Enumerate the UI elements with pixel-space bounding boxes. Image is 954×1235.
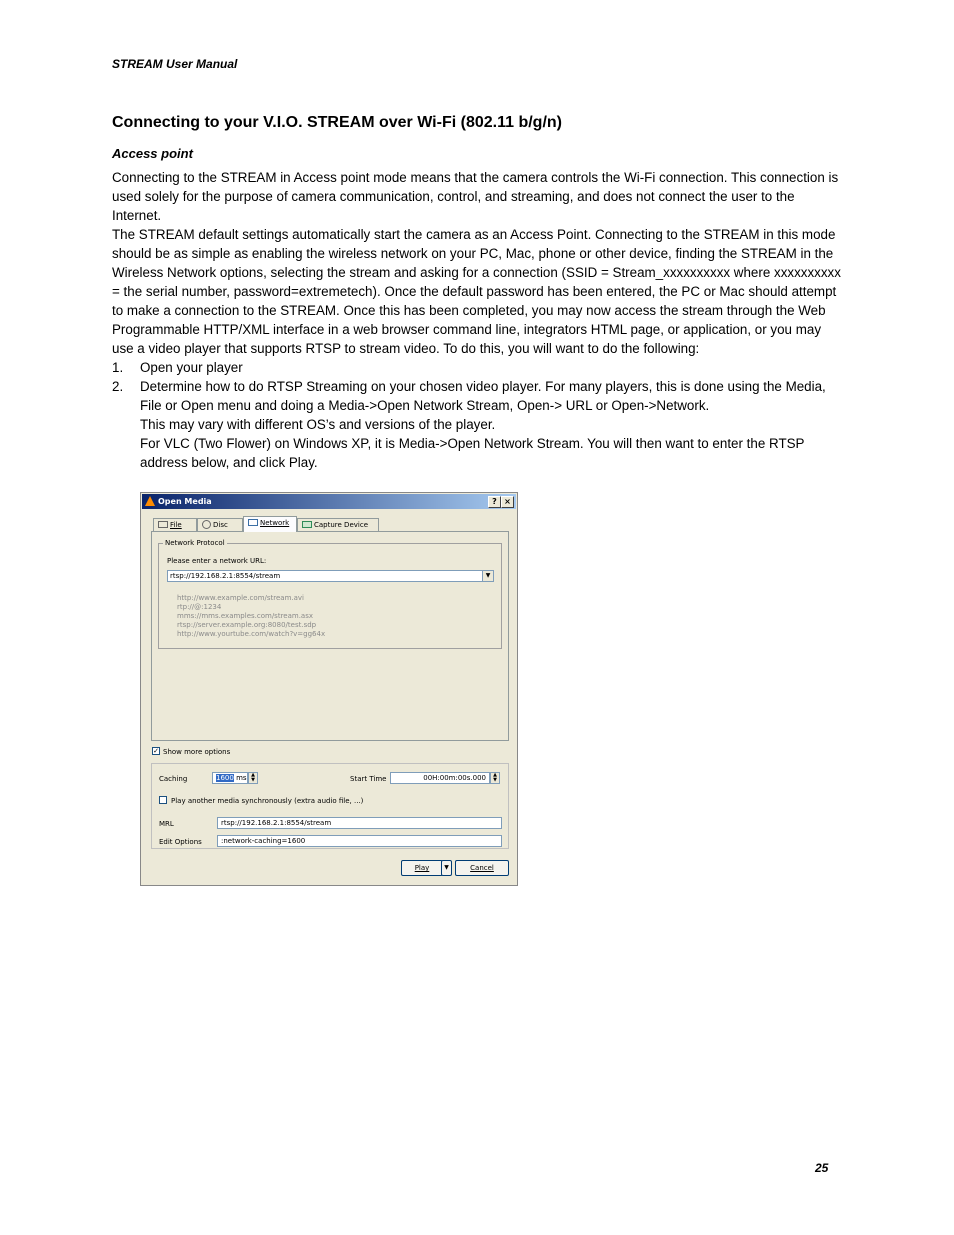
caching-label: Caching [159, 775, 188, 783]
edit-options-label: Edit Options [159, 838, 202, 846]
start-time-input[interactable] [390, 772, 490, 784]
open-media-dialog [140, 492, 518, 886]
capture-device-icon [302, 521, 312, 528]
running-header: STREAM User Manual [112, 57, 238, 71]
play-button-label: Play [414, 864, 430, 872]
example-url: http://www.example.com/stream.avi [177, 594, 304, 602]
steps-list [112, 358, 842, 472]
mrl-label: MRL [159, 820, 174, 828]
help-button[interactable]: ? [488, 496, 501, 508]
network-tab-panel [151, 531, 509, 741]
edit-options-input[interactable] [217, 835, 502, 847]
cancel-button-label: Cancel [470, 864, 494, 872]
step-text: This may vary with different OS’s and versions of the player. [140, 417, 496, 432]
caching-input[interactable] [212, 772, 248, 784]
show-more-options-checkbox[interactable]: ✓ [153, 747, 159, 755]
caching-unit: ms [236, 774, 247, 782]
chevron-down-icon: ▼ [444, 864, 449, 871]
mrl-value: rtsp://192.168.2.1:8554/stream [221, 819, 332, 827]
start-time-label: Start Time [350, 775, 387, 783]
url-value: rtsp://192.168.2.1:8554/stream [170, 572, 281, 580]
tab-label: File [170, 521, 182, 529]
url-label: Please enter a network URL: [167, 557, 267, 565]
step-number: 2. [112, 379, 124, 394]
dialog-titlebar [142, 494, 516, 509]
tab-label: Disc [213, 521, 228, 529]
more-options-group [151, 763, 509, 849]
page-number: 25 [815, 1161, 829, 1175]
url-examples [177, 594, 325, 639]
step-number: 1. [112, 360, 124, 375]
list-item [112, 358, 842, 377]
section-title: Connecting to your V.I.O. STREAM over Wi-Fi (802.11 b/g/n) [112, 114, 562, 131]
step-text: Open your player [140, 360, 243, 375]
paragraph: The STREAM default settings automatically start the camera as an Access Point. Connecting to the STREAM in this mode should be as simple as enabling the wireless network on your PC, Mac, phone or other device, finding the STREAM in the Wireless Network options, selecting the stream and asking for a connection (SSID = Stream_xxxxxxxxxx where xxxxxxxxxx = the serial number, password=extremetech). Once the default password has been entered, the PC or Mac should attempt to make a connection to the STREAM. Once this has been completed, you may now access the stream through the Web Programmable HTTP/XML interface in a web browser command line, integrators HTML page, or application, or you may use a video player that supports RTSP to stream video. To do this, you will want to do the following: [112, 227, 841, 356]
network-url-combobox[interactable] [167, 570, 494, 582]
cancel-button[interactable] [455, 860, 509, 876]
caching-spinner[interactable]: ▲ ▼ [248, 772, 258, 784]
play-options-dropdown[interactable] [441, 860, 452, 876]
folder-icon [158, 521, 168, 528]
tab-label: Capture Device [314, 521, 368, 529]
example-url: rtsp://server.example.org:8080/test.sdp [177, 621, 317, 629]
body-text [112, 168, 842, 472]
subsection-title: Access point [112, 146, 193, 161]
list-item [112, 377, 842, 472]
caching-value: 1600 [216, 774, 234, 782]
tab-label: Network [260, 519, 290, 527]
tab-capture-device[interactable] [297, 518, 379, 531]
start-time-spinner[interactable]: ▲ ▼ [490, 772, 500, 784]
show-more-options-label: Show more options [163, 748, 231, 756]
close-button[interactable]: × [501, 496, 514, 508]
vlc-cone-icon [145, 496, 155, 506]
step-text: For VLC (Two Flower) on Windows XP, it is Media->Open Network Stream. You will then want to enter the RTSP address below, and click Play. [140, 436, 805, 470]
mrl-input[interactable] [217, 817, 502, 829]
play-another-label: Play another media synchronously (extra audio file, ...) [171, 797, 364, 805]
play-another-checkbox[interactable] [159, 796, 167, 804]
step-text: Determine how to do RTSP Streaming on your chosen video player. For many players, this is done using the Media, File or Open menu and doing a Media->Open Network Stream, Open-> URL or Open->Network. [140, 379, 826, 413]
disc-icon [202, 520, 211, 529]
group-label: Network Protocol [165, 539, 225, 547]
network-icon [248, 519, 258, 526]
example-url: http://www.yourtube.com/watch?v=gg64x [177, 630, 326, 638]
edit-options-value: :network-caching=1600 [221, 837, 306, 845]
tab-network[interactable] [243, 516, 297, 532]
example-url: rtp://@:1234 [177, 603, 222, 611]
paragraph: Connecting to the STREAM in Access point mode means that the camera controls the Wi-Fi connection. This connection is used solely for the purpose of camera communication, control, and streaming, and does not connect the user to the Internet. [112, 170, 839, 223]
play-button[interactable] [401, 860, 443, 876]
dialog-title: Open Media [158, 497, 212, 506]
chevron-down-icon[interactable]: ▼ [482, 571, 493, 581]
start-time-value: 00H:00m:00s.000 [423, 774, 486, 782]
tab-file[interactable] [153, 518, 197, 531]
example-url: mms://mms.examples.com/stream.asx [177, 612, 314, 620]
tab-disc[interactable] [197, 518, 243, 531]
network-protocol-group [158, 539, 502, 649]
